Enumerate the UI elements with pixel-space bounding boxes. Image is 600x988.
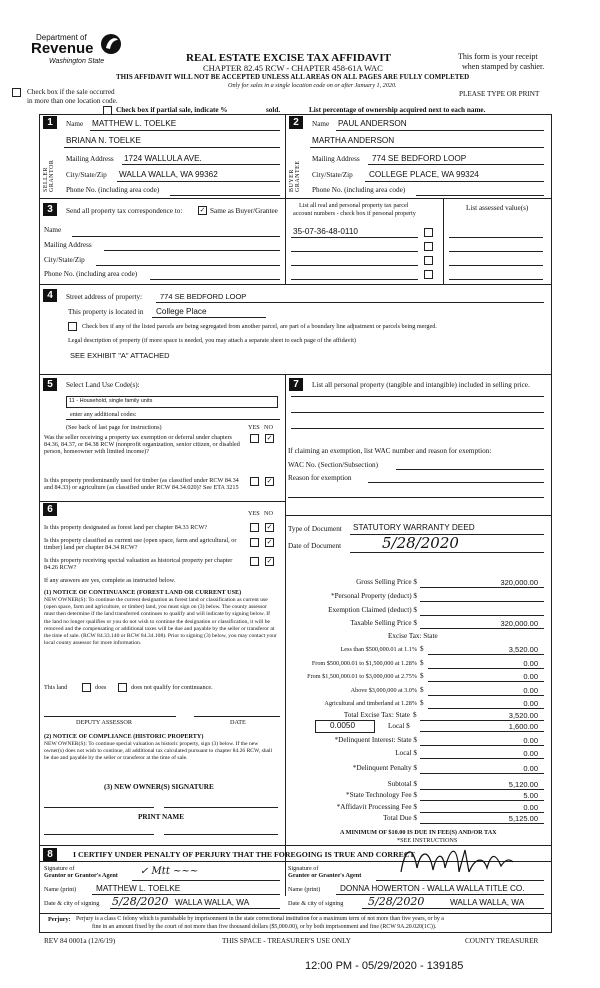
rev-number: REV 84 0001a (12/6/19) [44,937,116,945]
segregated-checkbox[interactable] [68,322,77,331]
tier1-value[interactable]: 3,520.00 [508,645,538,654]
s3-mail-label: Mailing Address [44,241,92,249]
parcel-personal-checkbox-3[interactable] [424,256,433,265]
minimum-note: A MINIMUM OF $10.00 IS DUE IN FEE(S) AND/OR TAX [340,829,497,836]
delinq-state-value[interactable]: 0.00 [523,736,538,745]
grantor-name-label: Name (print) [44,886,77,893]
tier1-dollar: $ [420,645,424,653]
section-5-number: 5 [43,378,57,391]
receipt-note-2: when stamped by cashier. [462,62,545,71]
grantee-date-label: Date & city of signing [288,900,344,907]
seller-mail[interactable]: 1724 WALLULA AVE. [124,154,202,163]
segregated-label: Check box if any of the listed parcels are being segregated from another parcel, are part of a boundary line adjustment or parcels being merged. [82,323,437,330]
tier1-label: Less than $500,000.01 at 1.1% [340,646,417,653]
ownership-note: List percentage of ownership acquired next to each name. [309,106,486,114]
tier4-value[interactable]: 0.00 [523,686,538,695]
s6-question-1: Is this property designated as forest land per chapter 84.33 RCW? [44,524,208,531]
sig-grantee-label-2: Grantee or Grantee's Agent [288,872,362,879]
delinq-local-value[interactable]: 0.00 [523,749,538,758]
buyer-name-2[interactable]: MARTHA ANDERSON [312,136,395,145]
ag-dollar: $ [420,699,424,707]
certify-statement: I CERTIFY UNDER PENALTY OF PERJURY THAT THE FOREGOING IS TRUE AND CORRECT [73,850,415,859]
taxable-value[interactable]: 320,000.00 [500,619,538,628]
list-parcels-label-2: account numbers - check box if personal property [293,210,416,217]
total-state-value[interactable]: 3,520.00 [508,711,538,720]
tier2-label: From $500,000.01 to $1,500,000 at 1.28% [311,660,417,667]
exempt-label: Exemption Claimed (deduct) $ [328,606,417,614]
grantor-date-label: Date & city of signing [44,900,100,907]
delinq-local-label: Local $ [395,749,417,757]
tier4-label: Above $3,000,000 at 3.0% [350,687,417,694]
grantor-name[interactable]: MATTHEW L. TOELKE [96,884,181,893]
located-in-label: This property is located in [68,308,144,316]
s5-q1-no[interactable]: ✓ [266,434,273,442]
grantor-city[interactable]: WALLA WALLA, WA [175,898,250,907]
subtotal-label: Subtotal $ [387,780,417,788]
delinq-pen-value[interactable]: 0.00 [523,764,538,773]
legal-desc-label: Legal description of property (if more space is needed, you may attach a separate sheet to each page of the affidavit) [68,337,356,344]
doc-date[interactable]: 5/28/2020 [382,534,459,552]
s3-city-label: City/State/Zip [44,256,85,264]
agency-line1: Department of [36,33,87,42]
form-title: REAL ESTATE EXCISE TAX AFFIDAVIT [186,52,391,64]
street-address[interactable]: 774 SE BEDFORD LOOP [160,292,247,301]
grantee-date[interactable]: 5/28/2020 [368,895,425,908]
same-as-buyer-label: Same as Buyer/Grantee [210,207,278,215]
same-as-buyer-checkbox[interactable]: ✓ [199,206,206,214]
s5-yes: YES [248,424,260,431]
seller-city-label: City/State/Zip [66,171,107,179]
send-correspondence-label: Send all property tax correspondence to: [66,207,183,215]
exemption-label: If claiming an exemption, list WAC number and reason for exemption: [288,447,492,455]
tier2-dollar: $ [420,659,424,667]
s6-q1-yes[interactable] [250,523,259,532]
land-use-value: 11 - Household, single family units [69,398,153,404]
s6-q2-yes[interactable] [250,538,259,547]
local-label: Local $ [388,722,410,730]
grantor-date[interactable]: 5/28/2020 [112,895,169,908]
tech-fee-label: *State Technology Fee $ [345,791,417,799]
parcel-personal-checkbox-1[interactable] [424,228,433,237]
legal-desc[interactable]: SEE EXHIBIT "A" ATTACHED [70,351,170,360]
buyer-name-1[interactable]: PAUL ANDERSON [338,119,407,128]
new-owner-signature-label: (3) NEW OWNER(S) SIGNATURE [104,783,214,791]
grantor-signature[interactable]: ✓ Mtt ~~~ [140,866,199,877]
this-land-label: This land [44,684,68,691]
ag-value[interactable]: 0.00 [523,699,538,708]
seller-name-2[interactable]: BRIANA N. TOELKE [66,136,141,145]
buyer-phone-label: Phone No. (including area code) [312,186,406,194]
subtotal-value[interactable]: 5,120.00 [508,780,538,789]
s6-q3-yes[interactable] [250,557,259,566]
s3-name-label: Name [44,226,62,234]
excise-state-label: Excise Tax: State [388,632,438,640]
seller-name-label: Name [66,120,84,128]
delinq-pen-label: *Delinquent Penalty $ [352,764,417,772]
street-address-label: Street address of property: [66,293,143,301]
list-parcels-label-1: List all real and personal property tax parcel [299,202,409,209]
doc-type[interactable]: STATUTORY WARRANTY DEED [353,523,475,532]
section-2-number: 2 [289,116,303,129]
land-does-checkbox[interactable] [82,683,91,692]
section-4-number: 4 [43,289,57,302]
sig-grantor-label-1: Signature of [44,865,75,872]
tier3-label: From $1,500,000.01 to $3,000,000 at 2.75% [307,673,417,680]
grantee-name[interactable]: DONNA HOWERTON - WALLA WALLA TITLE CO. [340,884,525,893]
delinq-state-label: *Delinquent Interest: State $ [334,736,417,744]
buyer-grantee-label: BUYER GRANTEE [289,160,301,192]
deputy-assessor-label: DEPUTY ASSESSOR [76,719,132,726]
if-yes-note: If any answers are yes, complete as instructed below. [44,577,176,584]
s5-q2-no[interactable]: ✓ [266,477,273,485]
multi-location-label-2: in more than one location code. [27,97,118,105]
notice-2-body: NEW OWNER(S): To continue special valuation as historic property, sign (3) below. If the new owner(s) does not wish to continue, all additional tax calculated pursuant to chapter 84.26 RCW, shall be due and payable by the seller or transferor at the time of sale. [44,741,273,762]
section-6-number: 6 [43,503,57,516]
form-warning: THIS AFFIDAVIT WILL NOT BE ACCEPTED UNLESS ALL AREAS ON ALL PAGES ARE FULLY COMPLETED [116,73,470,81]
s6-q1-no[interactable]: ✓ [266,523,273,531]
receipt-stamp: 12:00 PM - 05/29/2020 - 139185 [305,960,464,972]
assessor-date-label: DATE [230,719,246,726]
list-personal-label: List all personal property (tangible and intangible) included in selling price. [312,381,530,389]
perjury-text-2: fine in an amount fixed by the court of not more than five thousand dollars ($5,000.00), or by both imprisonment and fine (RCW 9A.20.020(1C)). [92,924,437,930]
tier2-value[interactable]: 0.00 [523,659,538,668]
land-does-not-checkbox[interactable] [118,683,127,692]
only-for-note: Only for sales in a single location code on or after January 1, 2020. [228,82,397,89]
buyer-city-label: City/State/Zip [312,171,353,179]
s6-q3-no[interactable]: ✓ [266,557,273,565]
tier3-value[interactable]: 0.00 [523,672,538,681]
s5-question-1: Was the seller receiving a property tax exemption or deferral under chapters 84.36, 84.37, or 84.38 RCW (nonprofit organization, senior citizen, or disabled person, homeowner with limited income)? [44,434,240,455]
seller-mail-label: Mailing Address [66,155,114,163]
buyer-mail-label: Mailing Address [312,155,360,163]
sold-label: sold. [266,106,281,114]
s3-phone-label: Phone No. (including area code) [44,270,138,278]
s6-no: NO [264,510,273,517]
section-1-number: 1 [43,116,57,129]
see-instructions: *SEE INSTRUCTIONS [397,837,458,844]
parcel-personal-checkbox-2[interactable] [424,242,433,251]
s6-question-2: Is this property classified as current use (open space, farm and agricultural, or timber) land per chapter 84.34 RCW? [44,537,237,551]
tier3-dollar: $ [420,672,424,680]
please-type: PLEASE TYPE OR PRINT [459,90,540,98]
seller-grantor-label: SELLER GRANTOR [43,159,55,192]
doc-date-label: Date of Document [288,542,342,550]
buyer-name-label: Name [312,120,330,128]
local-value[interactable]: 1,600.00 [508,722,538,731]
partial-sale-label: Check box if partial sale, indicate % [116,106,228,114]
s5-question-2: Is this property predominantly used for timber (as classified under RCW 84.34 and 84.33) or agriculture (as classified under RCW 84.34.020)? See ETA 3215 [44,477,239,491]
form-chapters: CHAPTER 82.45 RCW - CHAPTER 458-61A WAC [203,63,383,73]
notice-1-body: NEW OWNER(S): To continue the current designation as forest land or classification as current use (open space, farm and agriculture, or timber) land, you must sign on (3) below. The county assessor must then determine if the land transferred continues to qualify and will indicate by signing below. If the land no longer qualifies or you do not wish to continue the designation or classification, it will be removed and the compensating or additional taxes will be due and payable by the seller or transferor at the time of sale. (RCW 84.33.140 or RCW 84.34.108). Prior to signing (3) below, you may contact your local county assessor for more information. [44,597,277,647]
sig-grantor-label-2: Grantor or Grantor's Agent [44,872,118,879]
seller-city[interactable]: WALLA WALLA, WA 99362 [119,170,218,179]
county-treasurer: COUNTY TREASURER [465,937,539,945]
s6-q2-no[interactable]: ✓ [266,538,273,546]
does-not-label: does not qualify for continuance. [131,684,213,691]
total-state-dollar: $ [413,711,417,719]
agency-line2: Revenue [31,40,94,57]
multi-location-label-1: Check box if the sale occurred [27,88,115,96]
does-label: does [95,684,107,691]
affidavit-fee-value[interactable]: 0.00 [523,803,538,812]
sig-grantee-label-1: Signature of [288,865,319,872]
agency-line3: Washington State [49,58,105,65]
parcel-personal-checkbox-4[interactable] [424,270,433,279]
treasurer-space: THIS SPACE - TREASURER'S USE ONLY [222,937,351,945]
land-use-label: Select Land Use Code(s): [66,381,140,389]
notice-2-title: (2) NOTICE OF COMPLIANCE (HISTORIC PROPERTY) [44,733,204,740]
gross-label: Gross Selling Price $ [356,578,417,586]
perjury-text-1: Perjury is a class C felony which is punishable by imprisonment in the state correctional institution for a maximum term of not more than five years, or by a [76,916,444,922]
print-name-label: PRINT NAME [138,813,184,821]
seller-phone-label: Phone No. (including area code) [66,186,160,194]
multi-location-checkbox[interactable] [12,88,21,97]
notice-1-title: (1) NOTICE OF CONTINUANCE (FOREST LAND OR CURRENT USE) [44,589,242,596]
doc-type-label: Type of Document [288,525,342,533]
s6-question-3: Is this property receiving special valuation as historical property per chapter 84.26 RCW? [44,557,233,571]
assessed-value-label: List assessed value(s) [466,204,529,212]
taxable-label: Taxable Selling Price $ [350,619,417,627]
gross-value[interactable]: 320,000.00 [500,578,538,587]
section-8-number: 8 [43,848,57,861]
reason-label: Reason for exemption [288,474,352,482]
buyer-city[interactable]: COLLEGE PLACE, WA 99324 [369,170,479,179]
see-back-label: (See back of last page for instructions) [66,424,162,431]
additional-codes-label: enter any additional codes: [70,411,137,418]
perjury-label: Perjury: [48,916,71,923]
wac-label: WAC No. (Section/Subsection) [288,461,379,469]
personal-label: *Personal Property (deduct) $ [330,592,417,600]
grantee-name-label: Name (print) [288,886,321,893]
section-3-number: 3 [43,203,57,216]
affidavit-fee-label: *Affidavit Processing Fee $ [336,803,417,811]
agency-logo-icon [100,32,122,56]
tech-fee-value[interactable]: 5.00 [523,791,538,800]
grantee-city[interactable]: WALLA WALLA, WA [450,898,525,907]
s5-no: NO [264,424,273,431]
grantee-signature-icon[interactable] [395,838,515,882]
buyer-mail[interactable]: 774 SE BEDFORD LOOP [372,154,467,163]
s5-q2-yes[interactable] [250,477,259,486]
section-7-number: 7 [289,378,303,391]
tier4-dollar: $ [420,686,424,694]
located-in[interactable]: College Place [156,307,207,316]
s5-q1-yes[interactable] [250,434,259,443]
parcel-number[interactable]: 35-07-36-48-0110 [293,227,358,236]
local-rate: 0.0050 [330,721,356,730]
s6-yes: YES [248,510,260,517]
total-state-label: Total Excise Tax: State [343,711,410,719]
total-due-label: Total Due $ [383,814,417,822]
total-due-value[interactable]: 5,125.00 [508,814,538,823]
receipt-note-1: This form is your receipt [458,52,538,61]
ag-label: Agricultural and timberland at 1.28% [324,700,417,707]
seller-name-1[interactable]: MATTHEW L. TOELKE [92,119,177,128]
